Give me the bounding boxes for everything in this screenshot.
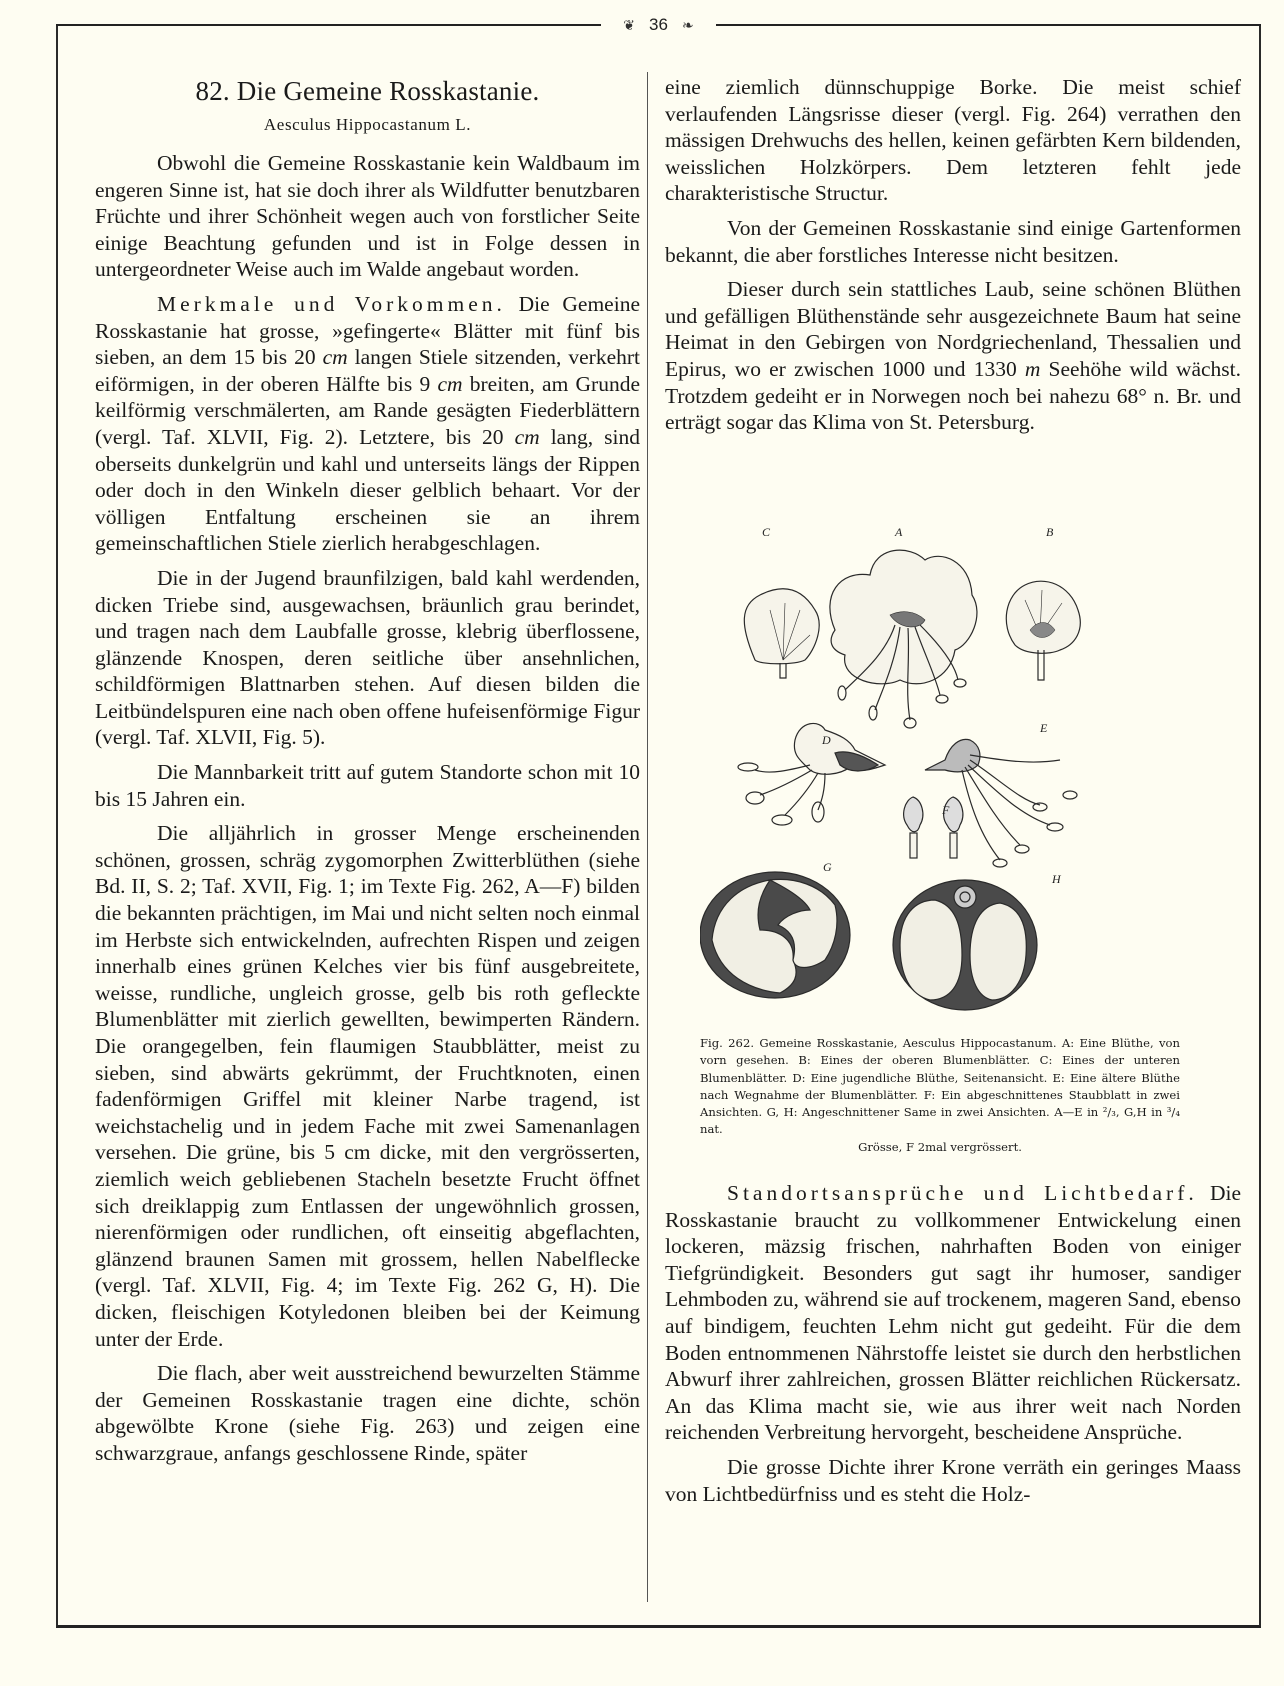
text-run: breiten, am Grunde keilförmig verschmälerten, am Rande gesägten Fiederblättern (vergl. Taf. XLVII, Fig. 2). Letztere, bis 20 [95, 371, 640, 449]
unit: cm [437, 371, 463, 396]
text-run: Die Gemeine Rosskastanie hat grosse, »gefingerte« Blätter mit fünf bis sieben, an dem 15 bis 20 [95, 291, 640, 370]
text-run: Seehöhe wild wächst. Trotzdem gedeiht er in Norwegen noch bei nahezu 68° n. Br. und erträgt sogar das Klima von St. Petersburg. [665, 356, 1242, 435]
figure-label-a: A [895, 525, 903, 539]
stamen-f-icon [904, 797, 963, 858]
figure-label-d: D [822, 733, 831, 747]
article-title: 82. Die Gemeine Rosskastanie. [195, 76, 540, 106]
column-divider [647, 72, 648, 1602]
header-rule-left [56, 24, 601, 26]
right-column-upper [665, 74, 1241, 444]
figure-262 [700, 515, 1200, 1020]
paragraph-bluethen: Die alljährlich in grosser Menge erscheinenden schönen, grossen, schräg zygomorphen Zwitterblüthen (siehe Bd. II, S. 2; Taf. XVII, Fig. 1; im Texte Fig. 262, A—F) bilden die bekannten prächtigen, im Mai und nicht selten noch einmal im Herbste sich entwickelnden, aufrechten Rispen und zeigen innerhalb eines grünen Kelches vier bis fünf ausgebreitete, weisse, rundliche, ungleich grosse, gelb bis roth gefleckte Blumenblätter mit zierlich gewellten, bewimperten Rändern. Die orangegelben, fein flaumigen Staubblätter, meist zu sieben, sind abwärts gekrümmt, der Fruchtknoten, einen fadenförmigen Griffel mit kleiner Narbe tragend, ist weichstachelig und in jedem Fache mit zwei Samenanlagen versehen. Die grüne, bis 5 cm dicke, mit den vergrösserten, ziemlich weich gebliebenen Stacheln besetzte Frucht öffnet sich dreiklappig zum Entlassen der ungewöhnlich grossen, nierenförmigen oder rundlichen, oft einseitig abgeflachten, glänzend braunen Samen mit grossem, hellen Nabelflecke (vergl. Taf. XLVII, Fig. 4; im Texte Fig. 262 G, H). Die dicken, fleischigen Kotyledonen bleiben bei der Keimung unter der Erde. [95, 821, 640, 1351]
petal-c-icon [744, 589, 819, 678]
flower-a-icon [830, 550, 977, 728]
fleuron-right-icon: ❧ [681, 16, 694, 33]
page-header [601, 12, 716, 38]
figure-label-g: G [823, 860, 832, 874]
paragraph-intro: Obwohl die Gemeine Rosskastanie kein Waldbaum im engeren Sinne ist, hat sie doch ihrer als Wildfutter benutzbaren Früchte und ihrer Schönheit wegen auch von forstlicher Seite einige Beachtung gefunden und ist in Folge dessen in untergeordneter Weise auch im Walde angebaut worden. [95, 151, 640, 282]
figure-label-h: H [1052, 872, 1061, 886]
fleuron-left-icon: ❦ [623, 16, 636, 33]
unit: cm [514, 424, 540, 449]
paragraph-krone: Die grosse Dichte ihrer Krone verräth ein geringes Maass von Lichtbedürfniss und es steht die Holz- [665, 1454, 1241, 1506]
figure-label-c: C [762, 525, 771, 539]
paragraph-mannbarkeit: Die Mannbarkeit tritt auf gutem Standorte schon mit 10 bis 15 Jahren ein. [95, 760, 640, 811]
article-subtitle: Aesculus Hippocastanum L. [263, 115, 472, 134]
figure-caption [700, 1035, 1180, 1156]
text-run: lang, sind oberseits dunkelgrün und kahl und unterseits längs der Rippen oder doch in den Winkeln dieser gelblich behaart. Vor der völligen Entfaltung erscheinen sie an ihrem gemeinschaftlichen Stiele zierlich herabgeschlagen. [95, 424, 640, 556]
page-number: 36 [649, 15, 668, 34]
seed-section-g-icon [700, 872, 850, 998]
unit: cm [322, 345, 348, 370]
petal-b-icon [1006, 581, 1080, 680]
caption-text: Fig. 262. Gemeine Rosskastanie, Aesculus Hippocastanum. A: Eine Blüthe, von vorn gesehen. B: Eines der oberen Blumenblätter. C: Eines der unteren Blumenblätter. D: Eine jugendliche Blüthe, Seitenansicht. E: Eine ältere Blüthe nach Wegnahme der Blumenblätter. F: Ein abgeschnittenes Staubblatt in zwei Ansichten. G, H: Angeschnittener Same in zwei Ansichten. A—E in ²/₃, G,H in ³/₄ nat. [700, 1036, 1180, 1137]
paragraph-merkmale [95, 291, 640, 557]
right-column-lower [665, 1180, 1241, 1515]
paragraph-staemme: Die flach, aber weit ausstreichend bewurzelten Stämme der Gemeinen Rosskastanie tragen eine dichte, schön abgewölbte Krone (siehe Fig. 263) und zeigen eine schwarzgraue, anfangs geschlossene Rinde, später [95, 1361, 640, 1465]
paragraph-standort [665, 1180, 1241, 1446]
section-heading-merkmale: Merkmale und Vorkommen. [157, 291, 506, 316]
paragraph-gartenformen: Von der Gemeinen Rosskastanie sind einige Gartenformen bekannt, die aber forstliches Interesse nicht besitzen. [665, 215, 1241, 267]
caption-last-line: Grösse, F 2mal vergrössert. [858, 1139, 1022, 1154]
figure-label-f: F [942, 803, 950, 817]
paragraph-heimat [665, 276, 1241, 436]
text-run: langen Stiele sitzenden, verkehrt eiförmigen, in der oberen Hälfte bis 9 [95, 345, 641, 396]
paragraph-triebe: Die in der Jugend braunfilzigen, bald kahl werdenden, dicken Triebe sind, ausgewachsen, bräunlich grau berindet, und tragen nach dem Laubfalle grosse, klebrig überflossene, glänzende Knospen, deren seitliche über ansehnlichen, schildförmigen Blattnarben stehen. Auf diesen bilden die Leitbündelspuren eine nach oben offene hufeisenförmige Figur (vergl. Taf. XLVII, Fig. 5). [95, 565, 640, 750]
header-rule-right [716, 24, 1261, 26]
section-heading-standort: Standortsansprüche und Lichtbedarf. [727, 1181, 1198, 1205]
figure-label-b: B [1046, 525, 1054, 539]
flower-d-icon [738, 723, 885, 825]
paragraph-borke: eine ziemlich dünnschuppige Borke. Die meist schief verlaufenden Längsrisse dieser (vergl. Fig. 264) verrathen den mässigen Drehwuchs des hellen, keinen gefärbten Kern bildenden, weisslichen Holzkörpers. Dem letzteren fehlt jede charakteristische Structur. [665, 75, 1241, 206]
botanical-illustration [700, 515, 1200, 1020]
unit: m [1024, 356, 1041, 381]
seed-section-h-icon [893, 880, 1037, 1010]
text-run: Die Rosskastanie braucht zu vollkommener Entwickelung einen lockeren, mäzsig frischen, nahrhaften Boden von einiger Tiefgründigkeit. Besonders gut sagt ihr humoser, sandiger Lehmboden zu, während sie auf trockenem, mageren Sand, ebenso auf bindigem, feuchten Lehm nicht gut gedeiht. Für die dem Boden entnommenen Nährstoffe leistet sie durch den herbstlichen Abwurf ihrer zahlreichen, grossen Blätter reichlichen Rückersatz. An das Klima macht sie, wie aus ihrer weit nach Norden reichenden Verbreitung hervorgeht, bescheidene Ansprüche. [665, 1181, 1242, 1445]
left-column [95, 74, 640, 1475]
figure-label-e: E [1040, 721, 1048, 735]
text-run: Dieser durch sein stattliches Laub, seine schönen Blüthen und gefälligen Blüthenstände sehr ausgezeichnete Baum hat seine Heimat in den Gebirgen von Nordgriechenland, Thessalien und Epirus, wo er zwischen 1000 und 1330 [665, 277, 1241, 381]
